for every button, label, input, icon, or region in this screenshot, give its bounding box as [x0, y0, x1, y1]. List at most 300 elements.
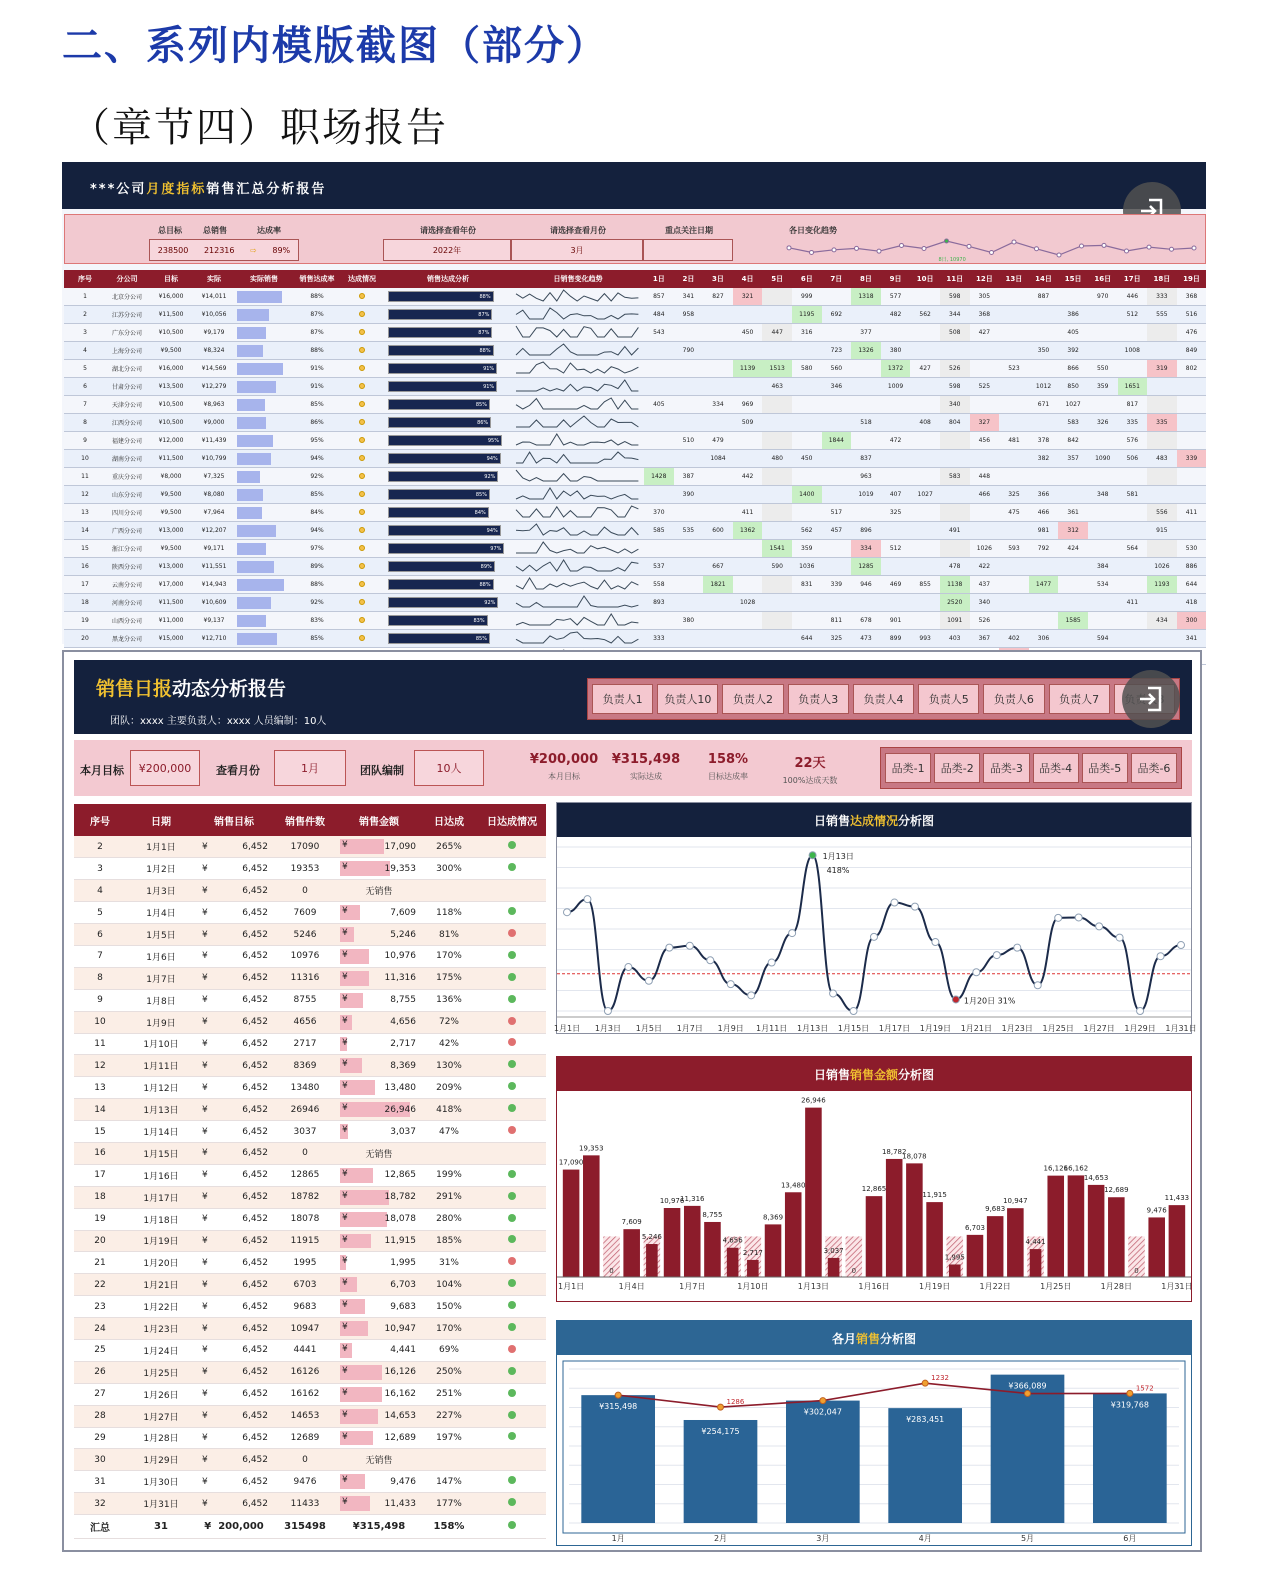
- status-cell: [340, 504, 384, 522]
- date-cell: 1月13日: [126, 1099, 196, 1121]
- day-cell: 1026: [1147, 558, 1177, 576]
- day-cell: [1177, 486, 1207, 504]
- rate-cell: 150%: [420, 1296, 478, 1318]
- column-header: 5日: [762, 270, 792, 288]
- category-button[interactable]: 品类-3: [983, 753, 1029, 783]
- day-cell: 1195: [792, 306, 822, 324]
- sales-bar: [237, 597, 271, 609]
- qty-cell: 18078: [272, 1208, 338, 1230]
- year-selector[interactable]: 2022年: [383, 239, 511, 261]
- category-button[interactable]: 品类-6: [1131, 753, 1177, 783]
- x-tick-label: 1月1日: [558, 1282, 585, 1291]
- day-cell: [940, 432, 970, 450]
- status-cell: [478, 967, 546, 989]
- status-dot: [359, 437, 365, 443]
- monthly-chart-title: 各月 销售 分析图: [557, 1321, 1191, 1355]
- bar-label: 14,653: [1083, 1173, 1109, 1182]
- row-number: 9: [64, 432, 106, 450]
- sparkline: [514, 432, 642, 447]
- day-cell: [940, 540, 970, 558]
- target-cell: ¥ 6,452: [196, 1339, 272, 1361]
- day-cell: 1400: [792, 486, 822, 504]
- bar-label: 4,441: [1025, 1238, 1046, 1247]
- day-cell: [1147, 486, 1177, 504]
- x-tick-label: 1月22日: [979, 1282, 1011, 1291]
- rate-cell: 92%: [294, 594, 340, 612]
- owner-button[interactable]: 负责人6: [983, 684, 1044, 714]
- day-cell: [940, 450, 970, 468]
- day-cell: 857: [644, 288, 674, 306]
- rate-cell: 185%: [420, 1230, 478, 1252]
- day-cell: 525: [970, 378, 1000, 396]
- category-button[interactable]: 品类-2: [934, 753, 980, 783]
- sparkline-cell: [512, 468, 644, 486]
- day-cell: 1012: [1029, 378, 1059, 396]
- day-cell: 321: [733, 288, 763, 306]
- target-cell: ¥ 6,452: [196, 1230, 272, 1252]
- bar-label: 19,353: [579, 1144, 604, 1153]
- date-cell: 1月24日: [126, 1339, 196, 1361]
- day-cell: 424: [1058, 540, 1088, 558]
- rate-cell: 72%: [420, 1011, 478, 1033]
- amount-chart-panel: [556, 1056, 1192, 1302]
- month-selector[interactable]: 1月: [274, 750, 346, 786]
- data-point: [850, 1008, 857, 1015]
- sparkline-cell: [512, 450, 644, 468]
- qty-cell: 9476: [272, 1471, 338, 1493]
- data-point: [1178, 942, 1185, 949]
- status-cell: [340, 432, 384, 450]
- x-tick-label: 1月29日: [1124, 1024, 1156, 1033]
- monthly-bar-chart: [557, 1355, 1191, 1545]
- actual-cell: ¥10,609: [194, 594, 234, 612]
- day-cell: [881, 414, 911, 432]
- rate-cell: 91%: [294, 360, 340, 378]
- day-cell: [1147, 324, 1177, 342]
- amount-bar: [765, 1224, 782, 1277]
- day-cell: 901: [881, 612, 911, 630]
- sparkline-cell: [512, 576, 644, 594]
- category-button[interactable]: 品类-1: [885, 753, 931, 783]
- target-cell: ¥9,500: [148, 540, 194, 558]
- sparkline-path: [516, 434, 638, 445]
- day-cell: 506: [1118, 450, 1148, 468]
- status-cell: [340, 576, 384, 594]
- day-cell: [674, 558, 704, 576]
- rate-bar: 87%: [388, 327, 492, 338]
- team-size-field[interactable]: 10人: [414, 750, 484, 786]
- column-header: 7日: [822, 270, 852, 288]
- row-number: 22: [74, 1274, 126, 1296]
- qty-cell: 8755: [272, 989, 338, 1011]
- table-row: [74, 1339, 546, 1361]
- day-cell: [851, 504, 881, 522]
- day-cell: [822, 288, 852, 306]
- sparkline-path: [516, 290, 638, 301]
- table-row: [74, 1077, 546, 1099]
- sparkline: [514, 540, 642, 555]
- target-cell: ¥ 6,452: [196, 945, 272, 967]
- trend-point: [1147, 245, 1151, 249]
- column-header: 14日: [1029, 270, 1059, 288]
- owner-button[interactable]: 负责人10: [657, 684, 718, 714]
- rate-cell: 86%: [294, 414, 340, 432]
- column-header: 8日: [851, 270, 881, 288]
- status-dot: [359, 311, 365, 317]
- status-dot: [508, 1389, 516, 1397]
- day-cell: 476: [1177, 324, 1207, 342]
- actual-cell: ¥10,056: [194, 306, 234, 324]
- qty-cell: 13480: [272, 1077, 338, 1099]
- status-dot: [359, 545, 365, 551]
- actual-cell: ¥8,324: [194, 342, 234, 360]
- kpi-target: ¥200,000 本月目标: [529, 752, 599, 781]
- rate-cell: 88%: [294, 342, 340, 360]
- day-cell: [910, 594, 940, 612]
- status-dot: [508, 1279, 516, 1287]
- day-cell: [851, 594, 881, 612]
- sparkline-cell: [512, 540, 644, 558]
- column-header: 11日: [940, 270, 970, 288]
- qty-cell: 10976: [272, 945, 338, 967]
- table-row: [74, 1142, 546, 1164]
- status-dot: [359, 563, 365, 569]
- qty-cell: 14653: [272, 1405, 338, 1427]
- rate-cell: 104%: [420, 1274, 478, 1296]
- target-cell: ¥12,000: [148, 432, 194, 450]
- status-cell: [340, 540, 384, 558]
- row-number: 16: [74, 1142, 126, 1164]
- bar-label: 17,090: [558, 1158, 584, 1167]
- data-point: [707, 957, 714, 964]
- sparkline: [514, 288, 642, 303]
- day-cell: 1193: [1147, 576, 1177, 594]
- day-cell: [762, 468, 792, 486]
- owner-button[interactable]: 负责人7: [1049, 684, 1110, 714]
- category-button[interactable]: 品类-4: [1033, 753, 1079, 783]
- amount-bar: [1169, 1205, 1186, 1277]
- data-point: [1034, 982, 1041, 989]
- focus-date-field[interactable]: [643, 239, 733, 261]
- column-header: 销售目标: [196, 804, 272, 836]
- day-cell: 403: [940, 630, 970, 648]
- table-row: [74, 1099, 546, 1121]
- day-cell: [851, 378, 881, 396]
- branch-name: 江西分公司: [106, 414, 148, 432]
- day-cell: [999, 288, 1029, 306]
- qty-cell: 16162: [272, 1383, 338, 1405]
- trend-point: [1025, 1391, 1031, 1397]
- day-cell: 817: [1118, 396, 1148, 414]
- column-header: 目标: [148, 270, 194, 288]
- day-cell: [703, 486, 733, 504]
- category-button[interactable]: 品类-5: [1082, 753, 1128, 783]
- day-cell: [703, 612, 733, 630]
- day-cell: 562: [910, 306, 940, 324]
- month-selector[interactable]: 3月: [511, 239, 643, 261]
- day-cell: [999, 612, 1029, 630]
- table-row: [74, 1449, 546, 1471]
- day-cell: 692: [822, 306, 852, 324]
- day-cell: 448: [970, 468, 1000, 486]
- day-cell: 384: [1088, 558, 1118, 576]
- rate-cell: 95%: [294, 432, 340, 450]
- table-row: [74, 1164, 546, 1186]
- rate-cell: 85%: [294, 630, 340, 648]
- status-dot: [359, 473, 365, 479]
- amount-cell: ¥ 13,480: [338, 1077, 420, 1099]
- target-cell: ¥10,500: [148, 324, 194, 342]
- amount-cell: ¥ 12,689: [338, 1427, 420, 1449]
- status-cell: [478, 836, 546, 858]
- sparkline-path: [516, 344, 638, 355]
- owner-button[interactable]: 负责人5: [918, 684, 979, 714]
- trend-point: [1012, 240, 1016, 244]
- status-dot: [508, 1082, 516, 1090]
- status-dot: [359, 635, 365, 641]
- day-cell: 482: [881, 306, 911, 324]
- row-number: 24: [74, 1318, 126, 1340]
- day-cell: [644, 342, 674, 360]
- exit-icon[interactable]: [1122, 670, 1180, 728]
- trend-label: 1286: [726, 1398, 745, 1407]
- target-cell: ¥11,500: [148, 450, 194, 468]
- day-cell: 1318: [851, 288, 881, 306]
- day-cell: 1844: [822, 432, 852, 450]
- bar-label: 0: [609, 1267, 614, 1275]
- date-cell: 1月5日: [126, 924, 196, 946]
- status-cell: [478, 1142, 546, 1164]
- column-header: 10日: [910, 270, 940, 288]
- rate-bar-cell: [384, 414, 512, 432]
- data-point: [768, 959, 775, 966]
- bar-label: 12,865: [861, 1185, 887, 1194]
- rate-cell: 265%: [420, 836, 478, 858]
- day-cell: [1118, 504, 1148, 522]
- day-cell: 1477: [1029, 576, 1059, 594]
- row-number: 7: [74, 945, 126, 967]
- day-cell: [1088, 594, 1118, 612]
- day-cell: 346: [822, 378, 852, 396]
- amount-cell: ¥ 9,683: [338, 1296, 420, 1318]
- row-number: 25: [74, 1339, 126, 1361]
- rate-bar-cell: [384, 522, 512, 540]
- row-number: 26: [74, 1361, 126, 1383]
- owner-button[interactable]: 负责人4: [853, 684, 914, 714]
- day-cell: 335: [1147, 414, 1177, 432]
- day-cell: 368: [970, 306, 1000, 324]
- owner-button[interactable]: 负责人1: [592, 684, 653, 714]
- status-dot: [359, 617, 365, 623]
- branch-name: 湖南分公司: [106, 450, 148, 468]
- row-number: 15: [64, 540, 106, 558]
- sparkline-path: [516, 578, 638, 589]
- status-dot: [508, 1104, 516, 1112]
- sales-bar: [237, 471, 260, 483]
- branch-name: 四川分公司: [106, 504, 148, 522]
- rate-cell: 88%: [294, 288, 340, 306]
- amount-bar: [886, 1159, 903, 1277]
- status-dot: [508, 907, 516, 915]
- day-cell: [1029, 594, 1059, 612]
- status-dot: [508, 1498, 516, 1506]
- sales-bar: [237, 435, 273, 447]
- x-tick-label: 1月28日: [1100, 1282, 1132, 1291]
- day-cell: 480: [762, 450, 792, 468]
- branch-name: 浙江分公司: [106, 540, 148, 558]
- day-cell: 319: [1147, 360, 1177, 378]
- status-dot: [508, 995, 516, 1003]
- day-cell: [792, 342, 822, 360]
- x-tick-label: 1月15日: [837, 1024, 870, 1033]
- day-cell: 598: [940, 378, 970, 396]
- day-cell: 368: [1177, 288, 1207, 306]
- table-row: [74, 924, 546, 946]
- rate-cell: 92%: [294, 468, 340, 486]
- day-cell: 1084: [703, 450, 733, 468]
- day-cell: 442: [733, 468, 763, 486]
- day-cell: 577: [881, 288, 911, 306]
- trend-point: [922, 246, 926, 250]
- status-cell: [478, 880, 546, 902]
- day-cell: [881, 324, 911, 342]
- actual-cell: ¥10,799: [194, 450, 234, 468]
- day-cell: 802: [1177, 360, 1207, 378]
- row-number: 13: [74, 1077, 126, 1099]
- day-cell: [970, 450, 1000, 468]
- day-cell: [999, 324, 1029, 342]
- day-cell: [644, 360, 674, 378]
- day-cell: 581: [1118, 486, 1148, 504]
- sales-bar: [237, 309, 269, 321]
- sparkline: [514, 324, 642, 339]
- monthly-target-field[interactable]: ¥200,000: [130, 750, 200, 786]
- status-dot: [508, 1345, 516, 1353]
- no-sales-cell: 无销售: [338, 880, 420, 902]
- row-number: 18: [64, 594, 106, 612]
- date-cell: 1月30日: [126, 1471, 196, 1493]
- sparkline-cell: [512, 504, 644, 522]
- table-row: [74, 1296, 546, 1318]
- status-dot: [359, 401, 365, 407]
- day-cell: 1090: [1088, 450, 1118, 468]
- owner-button[interactable]: 负责人2: [722, 684, 783, 714]
- bar-label: 11,316: [680, 1194, 705, 1203]
- day-cell: 1372: [881, 360, 911, 378]
- sales-bar: [237, 453, 271, 465]
- amount-cell: ¥ 11,316: [338, 967, 420, 989]
- table-row: [74, 989, 546, 1011]
- day-cell: [1058, 558, 1088, 576]
- table-row: [64, 630, 1206, 648]
- sales-bar: [237, 633, 277, 645]
- day-cell: 560: [822, 360, 852, 378]
- sparkline-path: [516, 380, 638, 391]
- day-cell: 963: [851, 468, 881, 486]
- trend-point: [718, 1404, 724, 1410]
- row-number: 20: [64, 630, 106, 648]
- owner-button[interactable]: 负责人3: [788, 684, 849, 714]
- trend-label: 1572: [1135, 1384, 1154, 1393]
- table-row: [64, 324, 1206, 342]
- sales-bar-cell: [234, 450, 294, 468]
- day-cell: [1088, 396, 1118, 414]
- sales-bar: [237, 543, 266, 555]
- column-header: 销售达成率: [294, 270, 340, 288]
- bar-label: 1,995: [944, 1253, 965, 1262]
- qty-cell: 1995: [272, 1252, 338, 1274]
- day-cell: 457: [822, 522, 852, 540]
- row-number: 20: [74, 1230, 126, 1252]
- row-number: 10: [64, 450, 106, 468]
- date-cell: 1月15日: [126, 1142, 196, 1164]
- status-cell: [478, 1427, 546, 1449]
- sparkline: [514, 450, 642, 465]
- x-tick-label: 1月7日: [679, 1282, 706, 1291]
- sparkline-cell: [512, 288, 644, 306]
- day-cell: 899: [881, 630, 911, 648]
- day-cell: [1177, 414, 1207, 432]
- day-cell: [1147, 540, 1177, 558]
- rate-cell: 418%: [420, 1099, 478, 1121]
- actual-cell: ¥14,569: [194, 360, 234, 378]
- date-cell: 1月6日: [126, 945, 196, 967]
- day-cell: 380: [674, 612, 704, 630]
- sparkline-cell: [512, 612, 644, 630]
- day-cell: [1058, 594, 1088, 612]
- day-cell: 837: [851, 450, 881, 468]
- table-row: [74, 880, 546, 902]
- day-cell: 896: [851, 522, 881, 540]
- rate-cell: 91%: [294, 378, 340, 396]
- trend-point: [990, 250, 994, 254]
- branch-table: [64, 270, 1206, 665]
- target-cell: ¥ 6,452: [196, 1493, 272, 1515]
- rate-cell: 81%: [420, 924, 478, 946]
- rate-cell: 170%: [420, 945, 478, 967]
- actual-cell: ¥9,171: [194, 540, 234, 558]
- table-row: [64, 612, 1206, 630]
- date-cell: 1月25日: [126, 1361, 196, 1383]
- day-cell: [910, 468, 940, 486]
- status-dot: [508, 1257, 516, 1265]
- day-cell: 516: [1177, 306, 1207, 324]
- data-point: [1014, 944, 1021, 951]
- amount-bar: [949, 1264, 961, 1277]
- trend-point: [922, 1380, 928, 1386]
- amount-cell: ¥ 11,915: [338, 1230, 420, 1252]
- column-header: 6日: [792, 270, 822, 288]
- status-dot: [508, 1323, 516, 1331]
- status-cell: [478, 1164, 546, 1186]
- day-cell: [762, 504, 792, 522]
- sales-bar-cell: [234, 432, 294, 450]
- day-cell: 340: [940, 396, 970, 414]
- day-cell: [822, 486, 852, 504]
- day-cell: [1088, 504, 1118, 522]
- amount-chart-title: 日销售 销售金额 分析图: [557, 1057, 1191, 1091]
- branch-name: 广东分公司: [106, 324, 148, 342]
- day-cell: 327: [970, 414, 1000, 432]
- status-dot: [359, 347, 365, 353]
- x-tick-label: 1月3日: [594, 1024, 622, 1033]
- rate-cell: 87%: [294, 324, 340, 342]
- day-cell: [940, 504, 970, 522]
- day-cell: [703, 324, 733, 342]
- x-tick-label: 1月31日: [1161, 1282, 1193, 1291]
- rate-bar-cell: [384, 486, 512, 504]
- day-cell: [999, 396, 1029, 414]
